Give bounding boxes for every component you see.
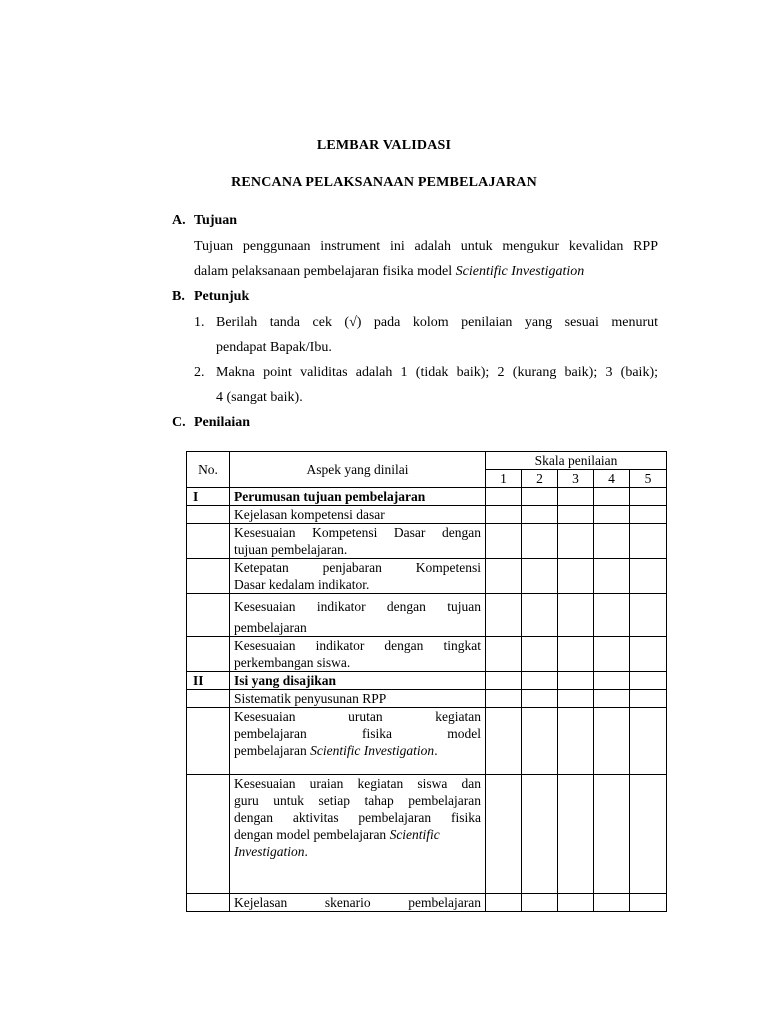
rating-cell-5[interactable]: [630, 775, 667, 894]
table-header-row: [187, 452, 667, 470]
aspek-italic: Investigation: [234, 844, 305, 859]
scale-2: 2: [522, 470, 558, 488]
row-no: II: [187, 672, 230, 690]
row-aspek: [230, 559, 486, 594]
row-aspek: [230, 708, 486, 775]
rating-cell-2[interactable]: [522, 594, 558, 637]
rating-cell-4[interactable]: [594, 894, 630, 912]
section-a-letter: A.: [172, 213, 186, 228]
row-no: [187, 524, 230, 559]
rating-cell-4[interactable]: [594, 690, 630, 708]
rating-cell-3[interactable]: [558, 775, 594, 894]
assessment-table: [186, 451, 667, 912]
rating-cell-2[interactable]: [522, 775, 558, 894]
petunjuk-2-text: [216, 360, 658, 410]
rating-cell-2[interactable]: [522, 559, 558, 594]
rating-cell-3[interactable]: [558, 672, 594, 690]
table-row: [187, 488, 667, 506]
rating-cell-2[interactable]: [522, 637, 558, 672]
section-a-line1: Tujuan penggunaan instrument ini adalah untuk mengukur kevalidan RPP: [194, 239, 658, 254]
rating-cell-3[interactable]: [558, 894, 594, 912]
table-row: [187, 894, 667, 912]
section-a-title: Tujuan: [194, 213, 238, 228]
row-no: I: [187, 488, 230, 506]
header-no: No.: [187, 452, 230, 488]
rating-cell-4[interactable]: [594, 524, 630, 559]
aspek-line: Kesesuaian urutan kegiatan: [234, 709, 481, 724]
header-skala: Skala penilaian: [486, 452, 667, 470]
row-no: [187, 690, 230, 708]
aspek-line: guru untuk setiap tahap pembelajaran: [234, 793, 481, 808]
aspek-line: Kesesuaian Kompetensi Dasar dengan: [234, 525, 481, 540]
petunjuk-2-line2: 4 (sangat baik).: [216, 390, 303, 405]
rating-cell-4[interactable]: [594, 506, 630, 524]
rating-cell-1[interactable]: [486, 690, 522, 708]
rating-cell-5[interactable]: [630, 506, 667, 524]
row-no: [187, 708, 230, 775]
aspek-line: tujuan pembelajaran.: [234, 542, 348, 557]
row-no: [187, 559, 230, 594]
section-b-letter: B.: [172, 289, 185, 304]
rating-cell-2[interactable]: [522, 672, 558, 690]
rating-cell-5[interactable]: [630, 524, 667, 559]
scale-1: 1: [486, 470, 522, 488]
header-aspek: Aspek yang dinilai: [230, 452, 486, 488]
row-no: [187, 637, 230, 672]
rating-cell-1[interactable]: [486, 672, 522, 690]
rating-cell-5[interactable]: [630, 637, 667, 672]
petunjuk-1-text: [216, 310, 658, 360]
rating-cell-4[interactable]: [594, 559, 630, 594]
aspek-line: pembelajaran: [234, 743, 311, 758]
row-no: [187, 506, 230, 524]
scale-5: 5: [630, 470, 667, 488]
rating-cell-2[interactable]: [522, 524, 558, 559]
row-aspek: [230, 637, 486, 672]
rating-cell-4[interactable]: [594, 708, 630, 775]
aspek-line: pembelajaran fisika model: [234, 726, 481, 741]
row-aspek: [230, 594, 486, 637]
rating-cell-1[interactable]: [486, 488, 522, 506]
document-subtitle: RENCANA PELAKSANAAN PEMBELAJARAN: [231, 175, 537, 190]
aspek-line: Ketepatan penjabaran Kompetensi: [234, 560, 481, 575]
rating-cell-4[interactable]: [594, 637, 630, 672]
rating-cell-4[interactable]: [594, 775, 630, 894]
rating-cell-1[interactable]: [486, 637, 522, 672]
rating-cell-1[interactable]: [486, 894, 522, 912]
table-row: [187, 594, 667, 637]
rating-cell-5[interactable]: [630, 894, 667, 912]
row-aspek: [230, 524, 486, 559]
rating-cell-5[interactable]: [630, 708, 667, 775]
aspek-line: Kesesuaian indikator dengan tingkat: [234, 638, 481, 653]
aspek-line: pembelajaran: [234, 620, 307, 635]
table-row: [187, 637, 667, 672]
rating-cell-5[interactable]: [630, 594, 667, 637]
petunjuk-1-line2: pendapat Bapak/Ibu.: [216, 340, 332, 355]
rating-cell-1[interactable]: [486, 524, 522, 559]
rating-cell-4[interactable]: [594, 594, 630, 637]
aspek-italic: Scientific: [389, 827, 440, 842]
rating-cell-2[interactable]: [522, 690, 558, 708]
section-c-title: Penilaian: [194, 415, 251, 430]
aspek-line: Kesesuaian indikator dengan tujuan: [234, 599, 481, 614]
aspek-end: .: [434, 743, 438, 758]
petunjuk-2-number: 2.: [194, 365, 205, 380]
rating-cell-3[interactable]: [558, 594, 594, 637]
aspek-line: perkembangan siswa.: [234, 655, 351, 670]
row-no: [187, 594, 230, 637]
scale-4: 4: [594, 470, 630, 488]
row-aspek: Kejelasan kompetensi dasar: [230, 506, 486, 524]
section-a-line2: dalam pelaksanaan pembelajaran fisika model: [194, 264, 456, 279]
rating-cell-3[interactable]: [558, 708, 594, 775]
rating-cell-1[interactable]: [486, 708, 522, 775]
rating-cell-2[interactable]: [522, 506, 558, 524]
rating-cell-3[interactable]: [558, 524, 594, 559]
row-no: [187, 894, 230, 912]
scale-3: 3: [558, 470, 594, 488]
rating-cell-5[interactable]: [630, 559, 667, 594]
rating-cell-5[interactable]: [630, 672, 667, 690]
row-aspek: Perumusan tujuan pembelajaran: [230, 488, 486, 506]
rating-cell-3[interactable]: [558, 690, 594, 708]
rating-cell-2[interactable]: [522, 894, 558, 912]
rating-cell-3[interactable]: [558, 559, 594, 594]
section-c-letter: C.: [172, 415, 186, 430]
row-aspek: Isi yang disajikan: [230, 672, 486, 690]
rating-cell-3[interactable]: [558, 637, 594, 672]
rating-cell-2[interactable]: [522, 708, 558, 775]
rating-cell-3[interactable]: [558, 506, 594, 524]
table-row: [187, 775, 667, 894]
table-row: [187, 708, 667, 775]
aspek-italic: Scientific Investigation: [310, 743, 435, 758]
aspek-end: .: [304, 844, 308, 859]
rating-cell-2[interactable]: [522, 488, 558, 506]
section-a-text: [194, 234, 658, 284]
petunjuk-1-line1: Berilah tanda cek (√) pada kolom penilaian yang sesuai menurut: [216, 315, 658, 330]
rating-cell-4[interactable]: [594, 488, 630, 506]
rating-cell-4[interactable]: [594, 672, 630, 690]
row-aspek: [230, 775, 486, 894]
petunjuk-1-number: 1.: [194, 315, 205, 330]
aspek-line: dengan aktivitas pembelajaran fisika: [234, 810, 481, 825]
rating-cell-1[interactable]: [486, 506, 522, 524]
row-aspek: [230, 894, 486, 912]
petunjuk-2-line1: Makna point validitas adalah 1 (tidak baik); 2 (kurang baik); 3 (baik);: [216, 365, 658, 380]
table-row: [187, 672, 667, 690]
aspek-line: Kejelasan skenario pembelajaran: [234, 895, 481, 910]
aspek-line: Dasar kedalam indikator.: [234, 577, 370, 592]
aspek-line: dengan model pembelajaran: [234, 827, 390, 842]
table-row: [187, 690, 667, 708]
row-aspek: Sistematik penyusunan RPP: [230, 690, 486, 708]
rating-cell-1[interactable]: [486, 775, 522, 894]
section-b-title: Petunjuk: [194, 289, 250, 304]
table-row: [187, 559, 667, 594]
rating-cell-1[interactable]: [486, 594, 522, 637]
aspek-line: Kesesuaian uraian kegiatan siswa dan: [234, 776, 481, 791]
rating-cell-5[interactable]: [630, 690, 667, 708]
table-row: [187, 524, 667, 559]
document-title: LEMBAR VALIDASI: [316, 138, 452, 153]
rating-cell-5[interactable]: [630, 488, 667, 506]
section-a-italic: Scientific Investigation: [455, 264, 585, 279]
rating-cell-3[interactable]: [558, 488, 594, 506]
table-row: [187, 506, 667, 524]
rating-cell-1[interactable]: [486, 559, 522, 594]
row-no: [187, 775, 230, 894]
